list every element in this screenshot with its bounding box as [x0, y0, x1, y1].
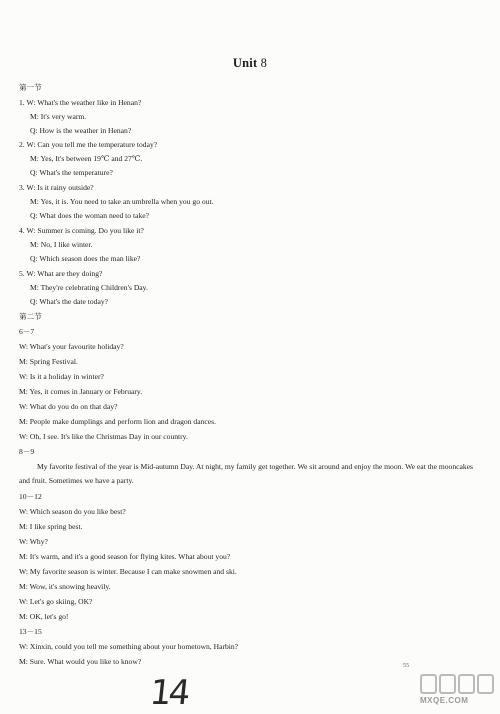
dialogue-line: W: What do you do on that day? — [19, 402, 118, 411]
item-5-m: M: They're celebrating Children's Day. — [30, 283, 148, 292]
dialogue-line: M: Sure. What would you like to know? — [19, 657, 142, 666]
dialogue-13-15-label: 13－15 — [19, 627, 42, 636]
item-5-w: 5. W: What are they doing? — [19, 269, 103, 278]
dialogue-line: W: Why? — [19, 537, 48, 546]
unit-title — [0, 56, 500, 71]
dialogue-line: W: Oh, I see. It's like the Christmas Day in our country. — [19, 432, 188, 441]
item-3-m: M: Yes, it is. You need to take an umbrella when you go out. — [30, 197, 214, 206]
item-4-q: Q: Which season does the man like? — [30, 254, 141, 263]
dialogue-line: W: Xinxin, could you tell me something about your hometown, Harbin? — [19, 642, 239, 651]
dialogue-line: W: My favorite season is winter. Because I can make snowmen and ski. — [19, 567, 237, 576]
dialogue-line: M: Spring Festival. — [19, 357, 78, 366]
dialogue-line: M: I like spring best. — [19, 522, 83, 531]
watermark-url: MXQE.COM — [420, 696, 469, 705]
dialogue-6-7-label: 6－7 — [19, 327, 35, 336]
item-4-w: 4. W: Summer is coming. Do you like it? — [19, 226, 144, 235]
item-2-q: Q: What's the temperature? — [30, 168, 113, 177]
dialogue-line: W: Which season do you like best? — [19, 507, 126, 516]
item-1-q: Q: How is the weather in Henan? — [30, 126, 132, 135]
handwritten-number: 14 — [147, 673, 190, 713]
dialogue-line: M: People make dumplings and perform lion and dragon dances. — [19, 417, 216, 426]
passage-8-9-text: My favorite festival of the year is Mid-autumn Day. At night, my family get together. We sit around and enjoy the moon. We eat the mooncakes and fruit. Sometimes we have a party. — [19, 462, 474, 485]
dialogue-line: M: Wow, it's snowing heavily. — [19, 582, 111, 591]
section-1-heading: 第一节 — [19, 83, 42, 92]
item-2-w: 2. W: Can you tell me the temperature today? — [19, 140, 158, 149]
dialogue-line: M: Yes, it comes in January or February. — [19, 387, 143, 396]
dialogue-line: W: Is it a holiday in winter? — [19, 372, 104, 381]
item-1-m: M: It's very warm. — [30, 112, 87, 121]
dialogue-line: W: What's your favourite holiday? — [19, 342, 124, 351]
unit-number: 8 — [260, 56, 268, 70]
item-2-m: M: Yes, It's between 19℃ and 27℃. — [30, 154, 143, 163]
watermark — [420, 672, 496, 712]
page-number: 55 — [403, 663, 409, 669]
dialogue-line: M: OK, let's go! — [19, 612, 69, 621]
item-1-w: 1. W: What's the weather like in Henan? — [19, 98, 142, 107]
dialogue-10-12-label: 10－12 — [19, 492, 42, 501]
dialogue-line: M: It's warm, and it's a good season for flying kites. What about you? — [19, 552, 231, 561]
dialogue-line: W: Let's go skiing, OK? — [19, 597, 93, 606]
passage-8-9-label: 8－9 — [19, 447, 35, 456]
unit-title-text: Unit — [232, 56, 258, 70]
section-2-heading: 第二节 — [19, 312, 42, 321]
item-4-m: M: No, I like winter. — [30, 240, 93, 249]
watermark-logo-icon — [420, 672, 496, 696]
item-3-w: 3. W: Is it rainy outside? — [19, 183, 94, 192]
item-5-q: Q: What's the date today? — [30, 297, 108, 306]
item-3-q: Q: What does the woman need to take? — [30, 211, 150, 220]
